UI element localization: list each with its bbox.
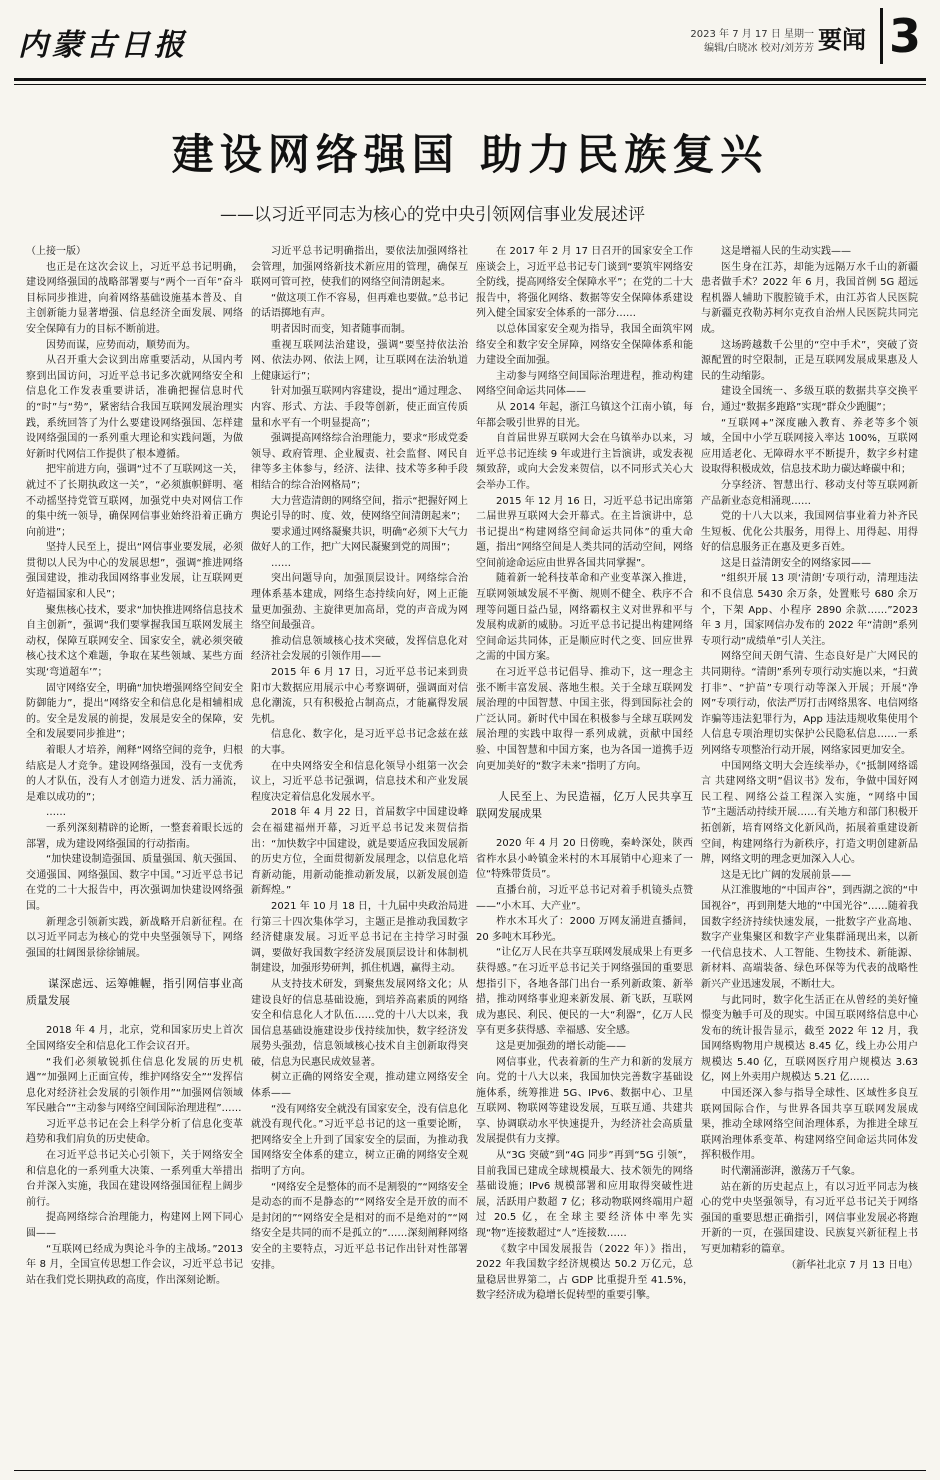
paragraph: （上接一版） xyxy=(26,246,86,257)
newspaper-logo: 内蒙古日报 xyxy=(18,28,188,63)
section-heading: 人民至上、为民造福，亿万人民共享互联网发展成果 xyxy=(476,790,693,821)
paragraph: 从召开重大会议到出席重要活动，从国内考察到出国访问，习近平总书记多次就网络安全和信息化工作发表重要讲话，准确把握信息时代的“时”与“势”，紧密结合我国互联网发展治理实践，系统回答了为什么要建设网络强国、怎样建设网络强国的一系列重大理论和实践问题，为做好新时代网信工作提供了根本遵循。 xyxy=(26,355,243,460)
paragraph: “加快建设制造强国、质量强国、航天强国、交通强国、网络强国、数字中国。”习近平总书记在党的二十大报告中，再次强调加快建设网络强国。 xyxy=(26,854,243,912)
column-1 xyxy=(26,244,243,1464)
paragraph: 针对加强互联网内容建设，提出“通过理念、内容、形式、方法、手段等创新，使正面宣传质量和水平有一个明显提高”； xyxy=(251,386,468,429)
paragraph: 时代潮涌澎湃，激荡万千气象。 xyxy=(721,1166,861,1178)
paragraph: 站在新的历史起点上，有以习近平同志为核心的党中央坚强领导，有习近平总书记关于网络强国的重要思想正确指引，网信事业发展必将跑开新的一页，在强国建设、民族复兴新征程上书写更加精彩的篇章。 xyxy=(701,1181,918,1255)
paragraph: 直播台前，习近平总书记对着手机镜头点赞——“小木耳、大产业”。 xyxy=(476,884,693,912)
paragraph: 医生身在江苏，却能为远隔万水千山的新疆患者做手术？2022 年 6 月，我国首例 5G 超远程机器人辅助下腹腔镜手术，由江苏省人民医院与新疆克孜勒苏柯尔克孜自治州人民医院共同完成。 xyxy=(701,261,918,335)
paragraph: 要求通过网络凝聚共识，明确“必须下大气力做好人的工作，把广大网民凝聚到党的周围”； xyxy=(251,526,468,554)
paragraph: 分享经济、智慧出行、移动支付等互联网新产品新业态竞相涌现…… xyxy=(701,479,918,507)
column-2 xyxy=(251,244,468,1464)
paragraph: 坚持人民至上，提出“网信事业要发展，必须贯彻以人民为中心的发展思想”，强调“推进网络强国建设，推动我国网络事业发展，让互联网更好造福国家和人民”； xyxy=(26,542,243,601)
paragraph: 因势而谋，应势而动，顺势而为。 xyxy=(46,339,196,351)
paragraph: 网信事业，代表着新的生产力和新的发展方向。党的十八大以来，我国加快完善数字基础设施体系，统筹推进 5G、IPv6、数据中心、卫星互联网、物联网等建设发展，互联互通、共建共享、协调联动水平快速提升，为经济社会高质量发展提供有力支撑。 xyxy=(476,1056,693,1146)
paragraph: 大力营造清朗的网络空间，指示“把握好网上舆论引导的时、度、效，使网络空间清朗起来”； xyxy=(251,495,468,523)
paragraph: 提高网络综合治理能力，构建网上网下同心圆—— xyxy=(26,1212,243,1240)
paragraph: 自首届世界互联网大会在乌镇举办以来，习近平总书记连续 9 年或进行主旨演讲，或发表视频致辞，或向大会发来贺信，以不同形式关心大会举办工作。 xyxy=(476,433,693,491)
paragraph: “互联网已经成为舆论斗争的主战场。”2013 年 8 月，全国宣传思想工作会议，习近平总书记站在我们党长期执政的高度，作出深刻论断。 xyxy=(26,1243,243,1286)
issue-editors: 编辑/白晓冰 校对/刘芳芳 xyxy=(704,43,814,54)
article-body xyxy=(26,244,918,1464)
paragraph: 在中央网络安全和信息化领导小组第一次会议上，习近平总书记强调，信息技术和产业发展程度决定着信息化发展水平。 xyxy=(251,760,468,803)
masthead-rule xyxy=(14,78,926,81)
paragraph: 明者因时而变，知者随事而制。 xyxy=(271,323,411,335)
paragraph: 把牢前进方向，强调“过不了互联网这一关，就过不了长期执政这一关”，“必须旗帜鲜明、毫不动摇坚持党管互联网，加强党中央对网信工作的集中统一领导，确保网信事业始终沿着正确方向前进”； xyxy=(26,464,243,538)
paragraph: 新理念引领新实践，新战略开启新征程。在以习近平同志为核心的党中央坚强领导下，网络强国的壮阔图景徐徐铺展。 xyxy=(26,916,243,959)
article-headline: 建设网络强国 助力民族复兴 xyxy=(171,130,769,179)
paragraph: 以总体国家安全观为指导，我国全面筑牢网络安全和数字安全屏障，网络安全保障体系和能力建设全面加强。 xyxy=(476,323,693,367)
paragraph: 推动信息领域核心技术突破，发挥信息化对经济社会发展的引领作用—— xyxy=(251,635,468,663)
paragraph: 建设全国统一、多级互联的数据共享交换平台，通过“数据多跑路”实现“群众少跑腿”； xyxy=(701,386,918,413)
paragraph: 突出问题导向，加强顶层设计。网络综合治理体系基本建成，网络生态持续向好，网上正能量更加强劲、主旋律更加高昂，党的声音成为网络空间最强音。 xyxy=(251,573,468,632)
paragraph: 2020 年 4 月 20 日傍晚，秦岭深处，陕西省柞水县小岭镇金米村的木耳展销中心迎来了一位“特殊带货员”。 xyxy=(476,838,693,881)
paragraph: “做这项工作不容易，但再难也要做。”总书记的话语掷地有声。 xyxy=(251,292,468,320)
issue-date: 2023 年 7 月 17 日 星期一 xyxy=(690,29,814,40)
paragraph: 从“3G 突破”到“4G 同步”再到“5G 引领”，目前我国已建成全球规模最大、技术领先的网络基础设施；IPv6 规模部署和应用取得突破性进展，活跃用户数超 7 亿；移动物联网终端用户超过 20.5 亿，在全球主要经济体中率先实现“物”连接数超过“人”连接数…… xyxy=(476,1150,693,1240)
masthead xyxy=(0,0,940,80)
section-heading: 谋深虑远、运筹帷幄，指引网信事业高质量发展 xyxy=(26,977,243,1008)
paragraph: 2021 年 10 月 18 日，十九届中央政治局进行第三十四次集体学习，主题正是推动我国数字经济健康发展。习近平总书记在主持学习时强调，要做好我国数字经济发展顶层设计和体制机制建设，加强形势研判，抓住机遇，赢得主动。 xyxy=(251,900,468,975)
page-number: 3 xyxy=(880,8,921,64)
paragraph: 随着新一轮科技革命和产业变革深入推进，互联网领域发展不平衡、规则不健全、秩序不合理等问题日益凸显，网络霸权主义对世界和平与发展构成新的威胁。习近平总书记提出构建网络空间命运共同体，正是顺应时代之变、回应世界之需的中国方案。 xyxy=(476,573,693,663)
issue-info xyxy=(686,28,814,56)
masthead-rule-thin xyxy=(14,84,926,85)
paragraph: 这是日益清朗安全的网络家园—— xyxy=(721,557,871,569)
paragraph: 树立正确的网络安全观，推动建立网络安全体系—— xyxy=(251,1072,468,1100)
paragraph: 2018 年 4 月，北京，党和国家历史上首次全国网络安全和信息化工作会议召开。 xyxy=(26,1025,243,1052)
paragraph: “没有网络安全就没有国家安全，没有信息化就没有现代化。”习近平总书记的这一重要论断，把网络安全上升到了国家安全的层面，为推动我国网络安全体系的建立，树立正确的网络安全观指明了方向。 xyxy=(251,1103,468,1178)
paragraph: 在习近平总书记倡导、推动下，这一理念主张不断丰富发展、落地生根。关于全球互联网发展治理的中国智慧、中国主张，得到国际社会的广泛认同。新时代中国在积极参与全球互联网发展治理的实践中取得一系列成就，贡献中国经验、中国智慧和中国方案，也为各国一道携手迈向更加美好的“数字未来”指明了方向。 xyxy=(476,667,693,772)
paragraph: 聚焦核心技术，要求“加快推进网络信息技术自主创新”，强调“我们要掌握我国互联网发展主动权，保障互联网安全、国家安全，就必须突破核心技术这个难题，争取在某些领域、某些方面实现‘弯道超车’”； xyxy=(26,604,243,679)
paragraph: 也正是在这次会议上，习近平总书记明确，建设网络强国的战略部署要与“两个一百年”奋斗目标同步推进，向着网络基础设施基本普及、自主创新能力显著增强、信息经济全面发展、网络安全保障有力的目标不断前进。 xyxy=(26,261,243,335)
paragraph: 2015 年 6 月 17 日，习近平总书记来到贵阳市大数据应用展示中心考察调研，强调面对信息化潮流，只有积极抢占制高点，才能赢得发展先机。 xyxy=(251,667,468,725)
paragraph: 这是增福人民的生动实践—— xyxy=(721,246,851,257)
paragraph: 固守网络安全，明确“加快增强网络空间安全防御能力”，提出“网络安全和信息化是相辅相成的。安全是发展的前提，发展是安全的保障，安全和发展要同步推进”； xyxy=(26,682,243,741)
paragraph: 中国还深入参与指导全球性、区域性多良互联网国际合作，与世界各国共享互联网发展成果，推动全球网络空间治理体系，为推进全球互联网治理体系变革、构建网络空间命运共同体发挥积极作用。 xyxy=(701,1088,918,1162)
paragraph: 强调提高网络综合治理能力，要求“形成党委领导、政府管理、企业履责、社会监督、网民自律等多主体参与，经济、法律、技术等多种手段相结合的综合治网格局”； xyxy=(251,433,468,491)
paragraph: 主动参与网络空间国际治理进程，推动构建网络空间命运共同体—— xyxy=(476,370,693,398)
column-3 xyxy=(476,244,693,1464)
paragraph: 从江淮腹地的“中国声谷”，到西湖之滨的“中国视谷”，再到荆楚大地的“中国光谷”……随着我国数字经济持续快速发展，一批数字产业高地、数字产业集聚区和数字产业集群涌现出来，以新一代信息技术、人工智能、生物技术、新能源、新材料、高端装备、绿色环保等为代表的战略性新兴产业迅速发展，不断壮大。 xyxy=(701,885,918,990)
section-label: 要闻 xyxy=(818,26,866,54)
paragraph: 信息化、数字化，是习近平总书记念兹在兹的大事。 xyxy=(251,729,468,756)
column-4 xyxy=(701,244,918,1464)
paragraph: …… xyxy=(46,807,66,819)
paragraph: 从支持技术研发，到聚焦发展网络文化；从建设良好的信息基础设施，到培养高素质的网络安全和信息化人才队伍……党的十八大以来，我国信息基础设施建设步伐持续加快，数字经济发展势头强劲，信息领域核心技术自主创新取得突破，信息为民惠民成效显著。 xyxy=(251,978,468,1068)
article-credit: （新华社北京 7 月 13 日电） xyxy=(786,1259,918,1271)
paragraph: 这是无比广阔的发展前景—— xyxy=(721,869,851,881)
paragraph: “网络安全是整体的而不是割裂的”“网络安全是动态的而不是静态的”“网络安全是开放的而不是封闭的”“网络安全是相对的而不是绝对的”“网络安全是共同的而不是孤立的”……深刻阐释网络安全的主要特点，习近平总书记作出针对性部署安排。 xyxy=(251,1181,468,1271)
paragraph: 在习近平总书记关心引领下，关于网络安全和信息化的一系列重大决策、一系列重大举措出台并深入实施，我国在建设网络强国征程上阔步前行。 xyxy=(26,1150,243,1208)
paragraph: “组织开展 13 项‘清朗’专项行动，清理违法和不良信息 5430 余万条，处置账号 680 余万个，下架 App、小程序 2890 余款……”2023 年 3 月，国家网信办发布的 2022 年“清朗”系列专项行动“成绩单”引人关注。 xyxy=(701,573,918,647)
paragraph: 着眼人才培养，阐释“网络空间的竞争，归根结底是人才竞争。建设网络强国，没有一支优秀的人才队伍，没有人才创造力迸发、活力涌流，是难以成功的”； xyxy=(26,745,243,803)
paragraph: 习近平总书记在会上科学分析了信息化变革趋势和我们肩负的历史使命。 xyxy=(26,1118,243,1146)
article-subhead: ——以习近平同志为核心的党中央引领网信事业发展述评 xyxy=(220,205,645,225)
bottom-rule xyxy=(14,1470,926,1471)
paragraph: 《数字中国发展报告（2022 年）》指出，2022 年我国数字经济规模达 50.2 万亿元，总量稳居世界第二，占 GDP 比重提升至 41.5%，数字经济成为稳增长促转型的重要引擎。 xyxy=(476,1243,693,1302)
paragraph: 柞水木耳火了：2000 万网友涌进直播间，20 多吨木耳秒光。 xyxy=(476,916,693,943)
paragraph: “让亿万人民在共享互联网发展成果上有更多获得感。”在习近平总书记关于网络强国的重要思想指引下，各地各部门出台一系列新政策、新举措，推动网络事业迎来新发展、新飞跃，互联网成为惠民、利民、便民的一大“利器”，亿万人民享有更多获得感、幸福感、安全感。 xyxy=(476,947,693,1037)
paragraph: “我们必须敏锐抓住信息化发展的历史机遇”“加强网上正面宣传，维护网络安全”“发挥信息化对经济社会发展的引领作用”“加强网信领域军民融合”“主动参与网络空间国际治理进程”…… xyxy=(26,1056,243,1115)
paragraph: 在 2017 年 2 月 17 日召开的国家安全工作座谈会上，习近平总书记专门谈到“要筑牢网络安全防线，提高网络安全保障水平”；在党的二十大报告中，将强化网络、数据等安全保障体系建设列入健全国家安全体系的一部分…… xyxy=(476,246,693,320)
paragraph: 这场跨越数千公里的“空中手术”，突破了资源配置的时空限制，正是互联网发展成果惠及人民的生动缩影。 xyxy=(701,339,918,382)
paragraph: 从 2014 年起，浙江乌镇这个江南小镇，每年都会吸引世界的目光。 xyxy=(476,401,693,429)
paragraph: 中国网络文明大会连续举办，《“抵制网络谣言 共建网络文明”倡议书》发布，争做中国好网民工程、网络公益工程深入实施，“网络中国节”主题活动持续开展……有关地方和部门积极开拓创新，培育网络文化新风尚，拓展着重建设新空间，构建网络行为新秩序，打造文明创建新品牌，网络文明的理念更加深入人心。 xyxy=(701,760,918,866)
paragraph: 这是更加强劲的增长动能—— xyxy=(496,1040,626,1052)
paragraph: 习近平总书记明确指出，要依法加强网络社会管理，加强网络新技术新应用的管理，确保互联网可管可控，使我们的网络空间清朗起来。 xyxy=(251,246,468,289)
paragraph: 2015 年 12 月 16 日，习近平总书记出席第二届世界互联网大会开幕式。在主旨演讲中，总书记提出“构建网络空间命运共同体”的重大命题，指出“网络空间是人类共同的活动空间，网络空间前途命运应由世界各国共同掌握”。 xyxy=(476,495,693,569)
paragraph: 2018 年 4 月 22 日，首届数字中国建设峰会在福建福州开幕，习近平总书记发来贺信指出：“加快数字中国建设，就是要适应我国发展新的历史方位，全面贯彻新发展理念，以信息化培育新动能，用新动能推动新发展，以新发展创造新辉煌。” xyxy=(251,807,468,897)
paragraph: “互联网+”深度融入教育、养老等多个领域，全国中小学互联网接入率达 100%，互联网应用适老化、无障碍水平不断提升，数字乡村建设取得积极成效，信息技术助力碳达峰碳中和； xyxy=(701,417,918,476)
paragraph: 一系列深刻精辟的论断，一整套着眼长远的部署，成为建设网络强国的行动指南。 xyxy=(26,822,243,850)
paragraph: 网络空间天朗气清、生态良好是广大网民的共同期待。“清朗”系列专项行动实施以来，“扫黄打非”、“护苗”专项行动等深入开展；开展“净网”专项行动，依法严厉打击网络黑客、电信网络诈骗等违法犯罪行为，App 违法违规收集使用个人信息专项治理切实保护公民隐私信息……一系列网络专项整治行动开展，网络家园更加安全。 xyxy=(701,651,918,756)
paragraph: 与此同时，数字化生活正在从曾经的美好憧憬变为触手可及的现实。中国互联网络信息中心发布的统计报告显示，截至 2022 年 12 月，我国网络购物用户规模达 8.45 亿，线上办公用户规模达 5.40 亿，互联网医疗用户规模达 3.63 亿，网上外卖用户规模达 5.21 亿…… xyxy=(701,994,918,1084)
paragraph: 党的十八大以来，我国网信事业着力补齐民生短板、优化公共服务，用得上、用得起、用得好的信息服务正在惠及更多百姓。 xyxy=(701,511,918,554)
paragraph: …… xyxy=(271,557,291,569)
paragraph: 重视互联网法治建设，强调“要坚持依法治网、依法办网、依法上网，让互联网在法治轨道上健康运行”； xyxy=(251,339,468,382)
